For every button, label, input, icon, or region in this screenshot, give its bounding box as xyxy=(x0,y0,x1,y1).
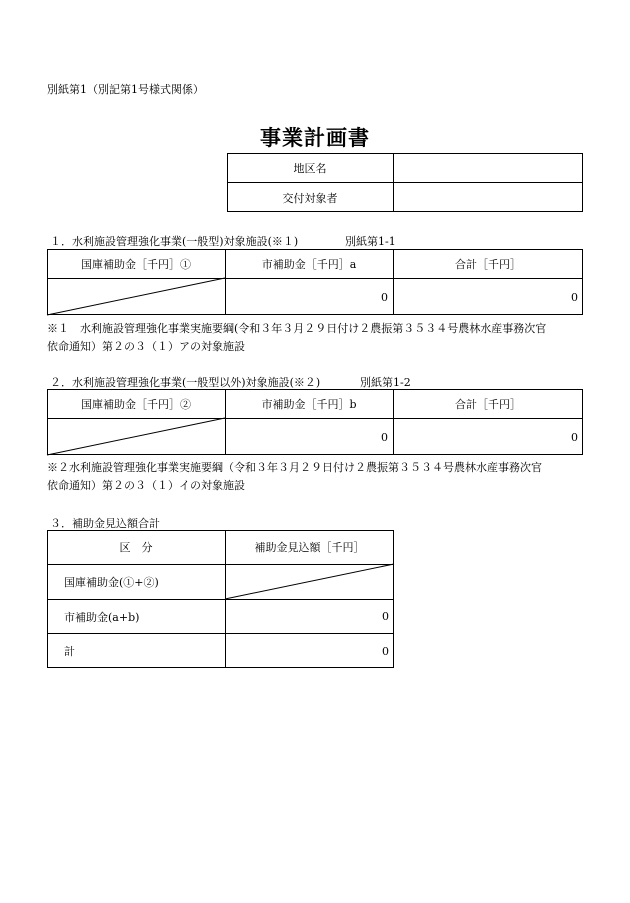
district-label: 地区名 xyxy=(293,161,327,175)
section1-col-city: 市補助金［千円］a xyxy=(261,257,357,271)
section3-row-label: 市補助金(a+b) xyxy=(64,610,140,624)
section2-note-line1: ※２水利施設管理強化事業実施要綱（令和３年３月２９日付け２農振第３５３４号農林水産事務次官 xyxy=(47,461,542,474)
section2-diagonal xyxy=(47,418,225,455)
section3-row-label: 計 xyxy=(64,645,75,658)
section1-note-line2: 依命通知）第２の３（１）アの対象施設 xyxy=(47,340,245,353)
section1-col-total: 合計［千円］ xyxy=(455,257,521,271)
section2-city-value: 0 xyxy=(381,430,388,444)
section2-col-national: 国庫補助金［千円］② xyxy=(81,397,191,411)
section3-row-value: 0 xyxy=(382,610,389,623)
section1-city-value: 0 xyxy=(381,290,388,304)
section2-heading: ２．水利施設管理強化事業(一般型以外)対象施設(※２) xyxy=(50,376,321,389)
recipient-value[interactable] xyxy=(400,183,580,212)
section2-ref: 別紙第1-2 xyxy=(360,376,411,389)
section3-col-category: 区 分 xyxy=(119,541,153,554)
section2-note-line2: 依命通知）第２の３（１）イの対象施設 xyxy=(47,479,245,492)
section3-row-value: 0 xyxy=(382,644,389,658)
section1-note-line1: ※１ 水利施設管理強化事業実施要綱(令和３年３月２９日付け２農振第３５３４号農林水産事務次官 xyxy=(47,322,547,335)
section3-heading: ３．補助金見込額合計 xyxy=(50,517,160,530)
section1-diagonal xyxy=(47,278,225,315)
section3-col-amount: 補助金見込額［千円］ xyxy=(254,541,365,554)
section2-total-value: 0 xyxy=(571,430,578,444)
form-reference: 別紙第1（別記第1号様式関係） xyxy=(47,83,204,96)
section1-total-value: 0 xyxy=(571,290,578,304)
section3-row-label: 国庫補助金(①+②) xyxy=(64,576,159,589)
recipient-label: 交付対象者 xyxy=(282,191,338,205)
district-value[interactable] xyxy=(400,153,580,182)
section2-col-city: 市補助金［千円］b xyxy=(261,397,357,411)
section1-col-national: 国庫補助金［千円］① xyxy=(81,257,191,271)
section3-diagonal xyxy=(225,564,394,599)
section1-ref: 別紙第1-1 xyxy=(345,235,396,248)
section2-col-total: 合計［千円］ xyxy=(455,397,521,411)
section1-heading: １．水利施設管理強化事業(一般型)対象施設(※１) xyxy=(50,235,299,248)
page-title: 事業計画書 xyxy=(260,125,370,150)
